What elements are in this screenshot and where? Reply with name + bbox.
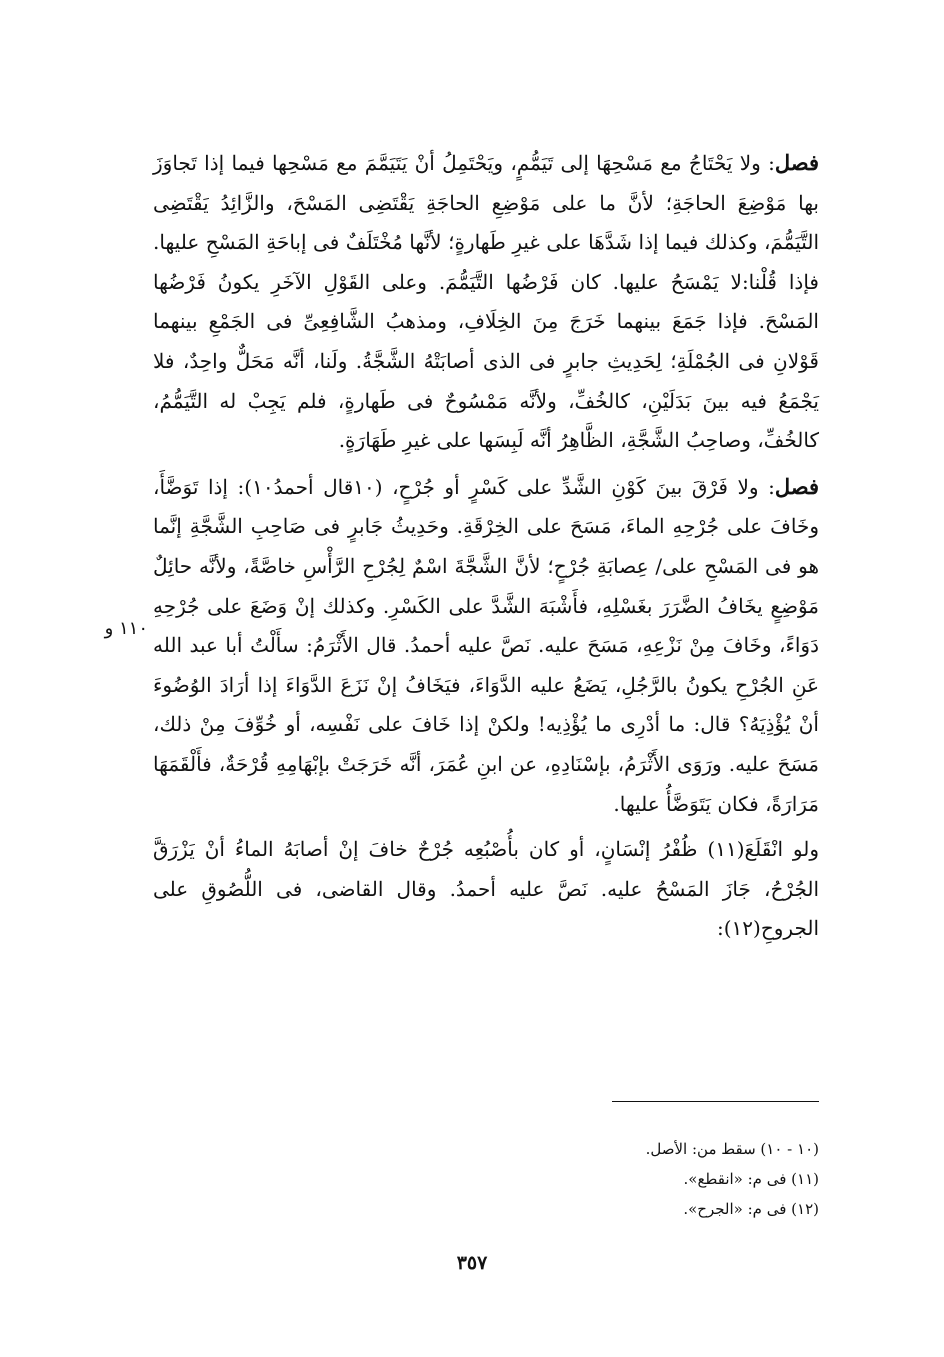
- footnote-divider: [612, 1101, 819, 1102]
- section-heading: فصل: [774, 150, 819, 175]
- page-number: ٣٥٧: [456, 1252, 488, 1274]
- paragraph-text: : ولا يَحْتَاجُ مع مَسْحِهَا إلى تَيَمُّمٍ، ويَحْتَمِلُ أنْ يَتَيَمَّمَ مع مَسْحِها فيما إذا تَجاوَزَ بها مَوْضِعَ الحاجَةِ؛ لأنَّ ما على مَوْضِعِ الحاجَةِ يَقْتَضِى المَسْحَ، والزَّائِدُ يَقْتَضِى التَّيَمُّمَ، وكذلك فيما إذا شَدَّهَا على غيرِ طَهارةٍ؛ لأنَّها مُخْتَلَفٌ فى إباحَةِ المَسْحِ عليها. فإذا قُلْنا:لا يَمْسَحُ عليها. كان فَرْضُها التَّيَمُّمَ. وعلى القَوْلِ الآخَرِ يكونُ فَرْضُها المَسْحَ. فإذا جَمَعَ بينهما خَرَجَ مِنَ الخِلَافِ، ومذهبُ الشَّافِعِىِّ فى الجَمْعِ بينهما قَوْلانِ فى الجُمْلَةِ؛ لِحَدِيثِ جابرٍ فى الذى أصابَتْهُ الشَّجَّةُ. ولَنا، أنَّه مَحَلٌّ واحِدٌ، فلا يَجْمَعُ فيه بينَ بَدَلَيْنِ، كالخُفِّ، ولأنَّه مَمْسُوحٌ فى طَهارةٍ، فلم يَجِبْ له التَّيَمُّمُ، كالخُفِّ، وصاحِبُ الشَّجَّةِ، الظَّاهِرُ أنَّه لَبِسَها على غيرِ طَهَارَةٍ.: [153, 151, 819, 453]
- paragraph-2: [153, 467, 819, 824]
- paragraph-text: ولو انْقَلَعَ(١١) ظُفْرُ إنْسَانٍ، أو كان بأُصْبُعِه جُرْحٌ خافَ إنْ أصابَهُ الماءُ أنْ يَزْرَقَّ الجُرْحُ، جَازَ المَسْحُ عليه. نَصَّ عليه أحمدُ. وقال القاضى، فى اللُّصُوقِ على الجروحِ(١٢):: [153, 837, 820, 941]
- footnote: (١١) فى م: «انقطع».: [683, 1170, 819, 1188]
- paragraph-3: [153, 830, 819, 949]
- paragraph-1: [153, 143, 819, 461]
- footnote: (١٢) فى م: «الجرح».: [683, 1200, 819, 1218]
- footnotes: [400, 1134, 819, 1224]
- page-body: [153, 143, 819, 949]
- footnote: (١٠ - ١٠) سقط من: الأصل.: [645, 1140, 819, 1158]
- section-heading: فصل: [774, 473, 819, 499]
- manuscript-folio-note: ١١٠ و: [104, 618, 148, 639]
- paragraph-text: : ولا فَرْقَ بينَ كَوْنِ الشَّدِّ على كَسْرٍ أو جُرْحٍ، (١٠قال أحمدُ١٠): إذا تَوَضَّأَ، وخَافَ على جُرْحِهِ الماءَ، مَسَحَ على الخِرْقَةِ. وحَدِيثُ جَابرٍ فى صَاحِبِ الشَّجَّةِ إنَّما هو فى المَسْحِ على/ عِصابَةِ جُرْحٍ؛ لأنَّ الشَّجَّةَ اسْمٌ لِجُرْحِ الرَّأْسِ خاصَّةً، ولأنَّه حائِلٌ مَوْضِعٍ يخَافُ الضَّرَرَ بغَسْلِهِ، فأَشْبَهَ الشَّدَّ على الكَسْرِ. وكذلك إنْ وَضَعَ على جُرْحِهِ دَوَاءً، وخَافَ مِنْ نَزْعِهِ، مَسَحَ عليه. نَصَّ عليه أحمدُ. قال الأَثْرَمُ: سأَلْتُ أبا عبد الله عَنِ الجُرْحِ يكونُ بالرَّجُلِ، يَضَعُ عليه الدَّوَاءَ، فيَخَافُ إنْ نَزَعَ الدَّوَاءَ إذا أرَادَ الوُضُوءَ أنْ يُؤْذِيَهُ؟ قال: ما أدْرِى ما يُؤْذِيه! ولكنْ إذا خَافَ على نَفْسِه، أو خُوِّفَ مِنْ ذلك، مَسَحَ عليه. ورَوَى الأَثْرَمُ، بإسْنَادِهِ، عن ابنِ عُمَرَ، أنَّه خَرَجَتْ بإبْهَامِهِ قُرْحَةٌ، فأَلْقَمَهَا مَرَارَةً، فكان يَتَوَضَّأُ عليها.: [153, 474, 819, 816]
